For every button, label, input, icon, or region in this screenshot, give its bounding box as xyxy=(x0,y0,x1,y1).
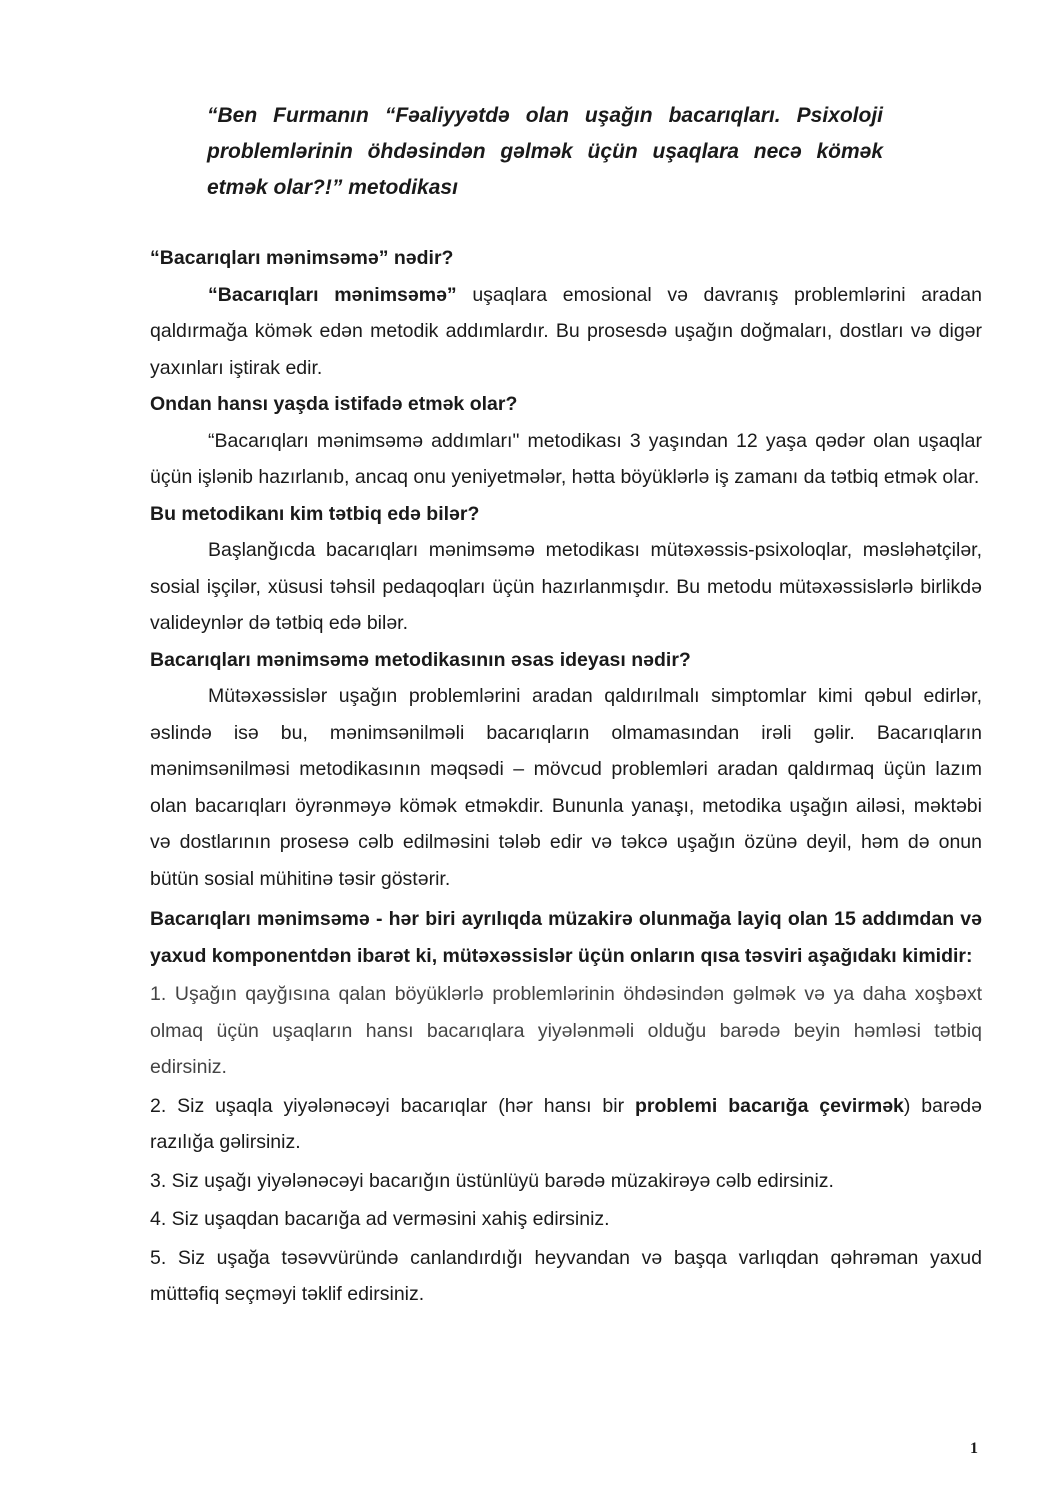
section-paragraph-who: Başlanğıcda bacarıqları mənimsəmə metodikası mütəxəssis-psixoloqlar, məsləhətçilər, sosial işçilər, xüsusi təhsil pedaqoqları üçün hazırlanmışdır. Bu metodu mütəxəssislərlə birlikdə valideynlər də tətbiq edə bilər. xyxy=(150,539,982,634)
list-item-2-text-before: 2. Siz uşaqla yiyələnəcəyi bacarıqlar (hər hansı bir xyxy=(150,1094,635,1117)
list-item-3: 3. Siz uşağı yiyələnəcəyi bacarığın üstünlüyü barədə müzakirəyə cəlb edirsiniz. xyxy=(150,1169,834,1192)
section-heading-what-is: “Bacarıqları mənimsəmə” nədir? xyxy=(150,247,454,269)
bold-term: “Bacarıqları mənimsəmə” xyxy=(208,283,457,306)
list-item-5: 5. Siz uşağa təsəvvüründə canlandırdığı heyvandan və başqa varlıqdan qəhrəman yaxud müttəfiq seçməyi təklif edirsiniz. xyxy=(150,1246,982,1305)
summary-paragraph: Bacarıqları mənimsəmə - hər biri ayrılıqda müzakirə olunmağa layiq olan 15 addımdan və yaxud komponentdən ibarət ki, mütəxəssislər üçün onların qısa təsviri aşağıdakı kimidir: xyxy=(150,908,982,967)
list-item-2 xyxy=(150,1088,982,1161)
section-paragraph-age: “Bacarıqları mənimsəmə addımları" metodikası 3 yaşından 12 yaşa qədər olan uşaqlar üçün işlənib hazırlanıb, ancaq onu yeniyetmələr, hətta böyüklərlə iş zamanı da tətbiq etmək olar. xyxy=(150,429,982,488)
paragraph-text: uşaqlara emosional və davranış problemlərini aradan qaldırmağa kömək edən metodik addımlardır. Bu prosesdə uşağın doğmaları, dostları və digər yaxınları iştirak edir. xyxy=(150,283,982,379)
list-item-2-text-after: ) barədə razılığa gəlirsiniz. xyxy=(150,1094,982,1153)
list-item-1: 1. Uşağın qayğısına qalan böyüklərlə problemlərinin öhdəsindən gəlmək və ya daha xoşbəxt olmaq üçün uşaqların hansı bacarıqlara yiyələnməli olduğu barədə beyin həmləsi tətbiq edirsiniz. xyxy=(150,983,982,1078)
section-heading-who: Bu metodikanı kim tətbiq edə bilər? xyxy=(150,502,480,525)
section-paragraph-main-idea: Mütəxəssislər uşağın problemlərini aradan qaldırılmalı simptomlar kimi qəbul edirlər, əslində isə bu, mənimsənilməli bacarıqların olmamasından irəli gəlir. Bacarıqların mənimsənilməsi metodikasının məqsədi – mövcud problemləri aradan qaldırmaq üçün lazım olan bacarıqları öyrənməyə kömək etməkdir. Bununla yanaşı, metodika uşağın ailəsi, məktəbi və dostlarının prosesə cəlb edilməsini tələb edir və təkcə uşağın özünə deyil, həm də onun bütün sosial mühitinə təsir göstərir. xyxy=(150,685,982,890)
section-heading-main-idea: Bacarıqları mənimsəmə metodikasının əsas ideyası nədir? xyxy=(150,648,691,671)
list-item-4: 4. Siz uşaqdan bacarığa ad verməsini xahiş edirsiniz. xyxy=(150,1208,610,1230)
section-heading-age: Ondan hansı yaşda istifadə etmək olar? xyxy=(150,393,518,415)
document-body xyxy=(150,240,982,1313)
section-paragraph-what-is xyxy=(150,277,982,387)
page-number: 1 xyxy=(970,1440,978,1457)
list-item-2-bold-text: problemi bacarığa çevirmək xyxy=(634,1094,904,1117)
document-title: “Ben Furmanın “Fəaliyyətdə olan uşağın bacarıqları. Psixoloji problemlərinin öhdəsindən gəlmək üçün uşaqlara necə kömək etmək olar?!” metodikası xyxy=(207,104,883,199)
